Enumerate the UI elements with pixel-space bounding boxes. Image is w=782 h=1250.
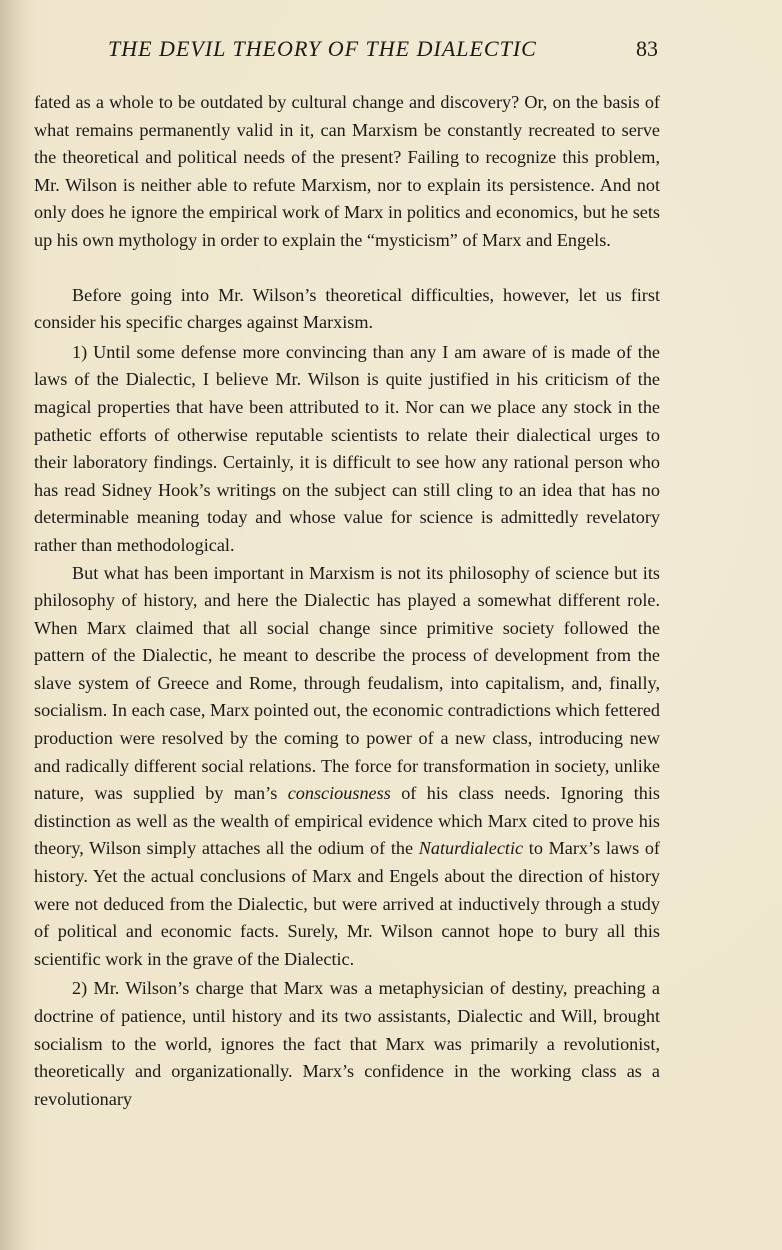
page-header bbox=[0, 36, 782, 66]
paragraph-1: fated as a whole to be outdated by cultural change and discovery? Or, on the basis of what remains permanently valid in it, can Marxism be constantly recreated to serve the theoretical and political needs of the present? Failing to recognize this problem, Mr. Wilson is neither able to refute Marxism, nor to explain its persistence. And not only does he ignore the empirical work of Marx in politics and economics, but he sets up his own mythology in order to explain the “mysticism” of Marx and Engels. bbox=[34, 92, 660, 250]
paragraph-4 bbox=[34, 560, 660, 974]
page-number: 83 bbox=[636, 36, 658, 61]
paragraph-4-emphasis-1: consciousness bbox=[287, 783, 391, 804]
paragraph-4-part-2: of his class needs. Ignoring this distinction as well as the wealth of empirical evidence which Marx cited to prove his theory, Wilson simply attaches all the odium of the bbox=[34, 783, 660, 859]
paragraph-2: Before going into Mr. Wilson’s theoretical difficulties, however, let us first consider his specific charges against Marxism. bbox=[34, 284, 660, 333]
paragraph-3: 1) Until some defense more convincing than any I am aware of is made of the laws of the Dialectic, I believe Mr. Wilson is quite justified in his criticism of the magical properties that have been attributed to it. Nor can we place any stock in the pathetic efforts of otherwise reputable scientists to relate their dialectical urges to their laboratory findings. Certainly, it is difficult to see how any rational person who has read Sidney Hook’s writings on the subject can still cling to an idea that has no determinable meaning today and whose value for science is admittedly revelatory rather than methodological. bbox=[34, 341, 660, 555]
paragraph-4-part-3: to Marx’s laws of history. Yet the actual conclusions of Marx and Engels about the direction of history were not deduced from the Dialectic, but were arrived at inductively through a study of political and economic facts. Surely, Mr. Wilson cannot hope to bury all this scientific work in the grave of the Dialectic. bbox=[34, 838, 660, 969]
running-head: THE DEVIL THEORY OF THE DIALECTIC bbox=[108, 36, 537, 61]
paragraph-5: 2) Mr. Wilson’s charge that Marx was a metaphysician of destiny, preaching a doctrine of patience, until history and its two assistants, Dialectic and Will, brought socialism to the world, ignores the fact that Marx was primarily a revolutionist, theoretically and organizationally. Marx’s confidence in the working class as a revolutionary bbox=[34, 978, 660, 1109]
body-text bbox=[34, 89, 660, 1113]
paragraph-4-emphasis-2: Naturdialectic bbox=[418, 838, 524, 859]
paragraph-4-part-1: But what has been important in Marxism is not its philosophy of science but its philosophy of history, and here the Dialectic has played a somewhat different role. When Marx claimed that all social change since primitive society followed the pattern of the Dialectic, he meant to describe the process of development from the slave system of Greece and Rome, through feudalism, into capitalism, and, finally, socialism. In each case, Marx pointed out, the economic contradictions which fettered production were resolved by the coming to power of a new class, introducing new and radically different social relations. The force for transformation in society, unlike nature, was supplied by man’s bbox=[34, 562, 660, 804]
